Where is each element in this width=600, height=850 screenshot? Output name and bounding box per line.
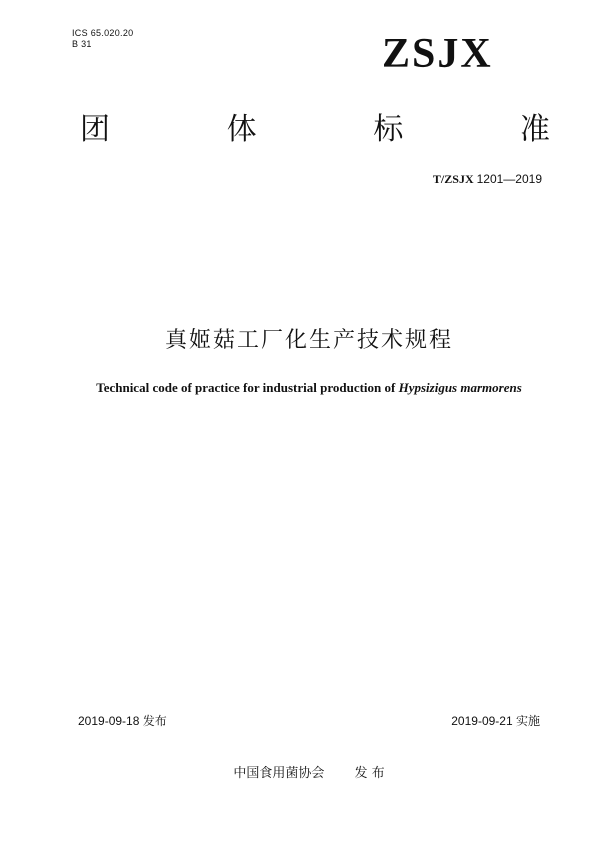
standard-type-char-2: 体 [226,112,257,147]
standard-type-char-3: 标 [373,112,404,147]
standard-type-char-4: 准 [519,112,550,147]
standard-number-prefix: T/ZSJX [432,172,474,186]
english-title-prefix: Technical code of practice for industrial production of [96,380,396,395]
association-logo: ZSJX [382,31,493,77]
ics-code: ICS 65.020.20 [72,28,134,38]
issuer-name: 中国食用菌协会 [233,766,325,781]
issue-date [78,714,167,728]
issuer [0,766,600,782]
implementation-date [451,714,540,728]
ccs-code: B 31 [72,39,92,49]
issuer-label: 发 布 [354,766,385,781]
standard-type-char-1: 团 [80,112,110,147]
classification-codes [72,28,133,50]
english-title-species: Hypsizigus marmorens [398,380,522,395]
implementation-date-label: 实施 [515,714,540,728]
document-title-chinese: 真姬菇工厂化生产技术规程 [164,328,453,353]
standard-number [433,172,542,186]
document-title-english [0,380,600,396]
standard-number-value: 1201—2019 [476,172,542,186]
issue-date-value: 2019-09-18 [78,714,140,728]
issue-date-label: 发布 [142,714,167,728]
standard-type-heading [80,112,550,148]
implementation-date-value: 2019-09-21 [451,714,513,728]
